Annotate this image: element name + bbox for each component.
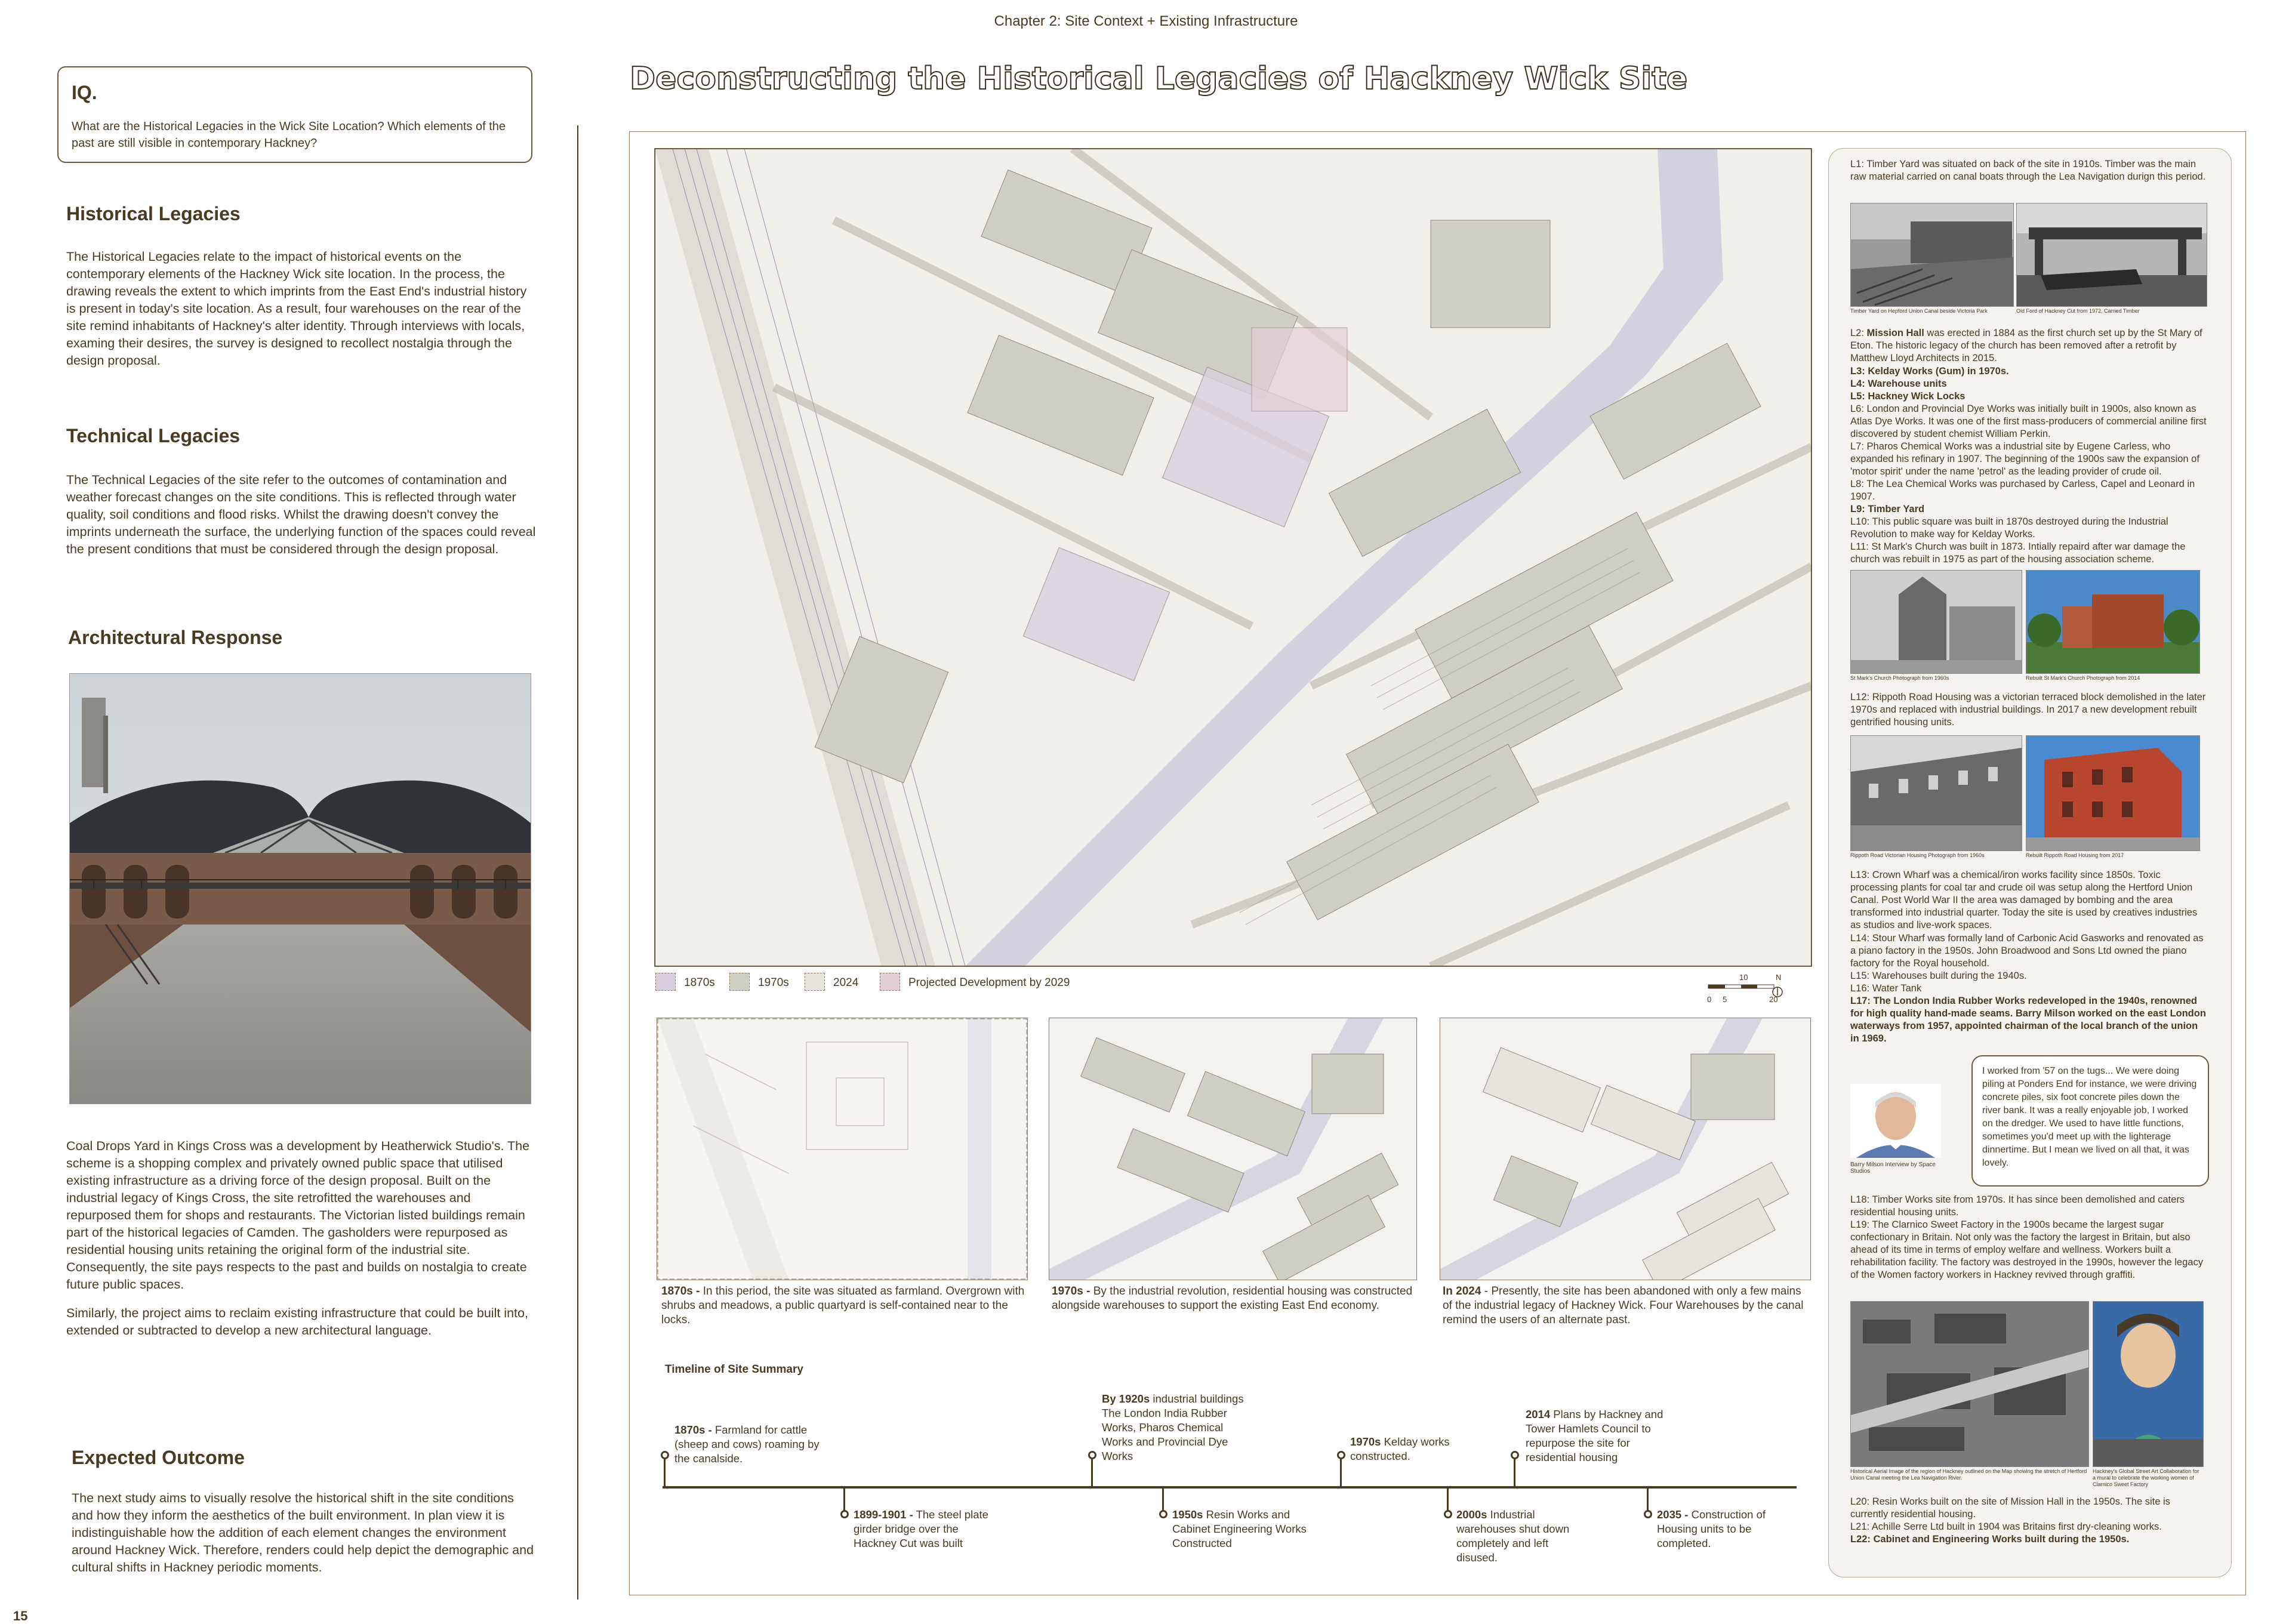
timeline-tick	[664, 1459, 666, 1486]
minimap-1970s	[1049, 1018, 1417, 1280]
iq-box	[57, 66, 532, 163]
legacy-l17: L17: The London India Rubber Works redeveloped in the 1940s, renowned for high quality hand-made seams. Barry Milson worked on the east London waterways from 1957, appointed chairman of the local branch of the union in 1969.	[1850, 996, 2206, 1044]
timeline-event-1870s	[674, 1423, 830, 1466]
timeline-event-text: Resin Works and Cabinet Engineering Works Constructed	[1172, 1508, 1307, 1549]
timeline-marker-2035	[1644, 1510, 1652, 1518]
text-architectural-2: Similarly, the project aims to reclaim existing infrastructure that could be built into, extended or subtracted to develop a new architectural language.	[66, 1306, 528, 1338]
legend-swatch-1870s	[655, 973, 676, 991]
legacy-l2-label: L2:	[1850, 328, 1864, 338]
legacy-l15: L15: Warehouses built during the 1940s.	[1850, 970, 2027, 981]
caption-barry-milson: Barry Milson Interview by Space Studios	[1850, 1161, 1936, 1175]
caption-hackney-aerial: Historical Aerial Image of the region of Hackney outlined on the Map showing the stretch of Hertford Union Canal meeting the Lea Navigation River.	[1850, 1468, 2087, 1481]
timeline-marker-1899	[840, 1510, 849, 1518]
timeline-event-1970s	[1350, 1435, 1499, 1463]
timeline-marker-1950s	[1159, 1510, 1167, 1518]
column-divider	[577, 125, 578, 1600]
caption-1870s-lead: 1870s -	[661, 1285, 700, 1298]
legend-swatch-2024	[805, 973, 825, 991]
legacy-l2-text: was erected in 1884 as the first church set up by the St Mary of Eton. The historic legacy of the church has been removed after a retrofit by Matthew Lloyd Architects in 2015.	[1850, 328, 2202, 363]
rippoth-road-1960s-photo	[1850, 735, 2022, 851]
legacy-l1: L1: Timber Yard was situated on back of the site in 1910s. Timber was the main raw material carried on canal boats through the Lea Navigation durign this period.	[1850, 159, 2206, 182]
timeline-event-2014	[1526, 1407, 1675, 1465]
timeline-event-1950s	[1172, 1508, 1316, 1551]
page-title: Deconstructing the Historical Legacies of Hackney Wick Site	[630, 61, 1688, 97]
timeline-tick	[1647, 1489, 1649, 1512]
legend-label-1970s: 1970s	[758, 976, 789, 989]
legacy-l12: L12: Rippoth Road Housing was a victorian terraced block demolished in the later 1970s and replaced with industrial buildings. In 2017 a new development rebuilt gentrified housing units.	[1850, 692, 2206, 728]
scale-tick-5: 5	[1723, 995, 1727, 1004]
quote-text: I worked from '57 on the tugs... We were doing piling at Ponders End for instance, we were driving concrete piles, six foot concrete piles down the river bank. It was a really enjoyable job, I worked on the dredger. We used to have little functions, sometimes you'd meet up with the lighterage dinnertime. But I mean we lived on all that, it was lovely.	[1982, 1066, 2197, 1168]
clarnico-mural-photo	[2093, 1301, 2204, 1467]
timeline-event-text: Industrial warehouses shut down completely and left disused.	[1456, 1508, 1570, 1564]
text-expected: The next study aims to visually resolve the historical shift in the site conditions and how they inform the aesthetics of the built environment. In plan view it is indistinguishable how the addition of each element changes the environment around Hackney Wick. Therefore, renders could help depict the demographic and cultural shifts in Hackney periodic moments.	[72, 1491, 534, 1574]
legacy-l3: L3: Kelday Works (Gum) in 1970s.	[1850, 366, 2009, 377]
timeline-event-lead: 1950s	[1172, 1508, 1203, 1521]
legacy-l21: L21: Achille Serre Ltd built in 1904 was Britains first dry-cleaning works.	[1850, 1521, 2162, 1532]
timeline-tick	[1091, 1459, 1093, 1486]
timeline-event-lead: 1899-1901 -	[854, 1508, 913, 1521]
caption-rippoth-2017: Rebuilt Rippoth Road Housing from 2017	[2026, 852, 2124, 858]
legend-swatch-projected	[880, 973, 900, 991]
legacy-l6: L6: London and Provincial Dye Works was initially built in 1900s, also known as Atlas Dye Works. It was one of the first mass-producers of commercial aniline first discovered by student chemist William Perkin.	[1850, 403, 2207, 439]
timeline-tick	[1514, 1459, 1515, 1486]
legacy-l8: L8: The Lea Chemical Works was purchased by Carless, Capel and Leonard in 1907.	[1850, 479, 2195, 502]
timeline-event-lead: 2014	[1526, 1408, 1551, 1420]
heading-technical: Technical Legacies	[66, 425, 241, 446]
caption-st-marks-2014: Rebuilt St Mark's Church Photograph from 2014	[2026, 675, 2140, 681]
timeline-event-lead: 1870s -	[674, 1423, 712, 1436]
legacy-l9: L9: Timber Yard	[1850, 504, 1925, 514]
quote-bubble	[1971, 1055, 2209, 1187]
timeline-marker-1870s	[661, 1451, 669, 1459]
caption-2024-text: - Presently, the site has been abandoned with only a few mains of the industrial legacy of Hackney Wick. Four Warehouses by the canal remind the users of an alternate past.	[1443, 1285, 1804, 1326]
timeline-marker-2000s	[1444, 1510, 1452, 1518]
caption-clarnico-mural: Hackney's Global Street Art Collaboration for a mural to celebrate the working women of Clarnico Sweet Factory	[2093, 1468, 2199, 1487]
timeline-event-1899	[854, 1508, 997, 1551]
legacy-l2-name: Mission Hall	[1866, 328, 1924, 338]
timeline-event-text: industrial buildings The London India Rubber Works, Pharos Chemical Works and Provincial Dye Works	[1102, 1392, 1244, 1462]
text-technical: The Technical Legacies of the site refer to the outcomes of contamination and weather forecast changes on the site conditions. This is reflected through water quality, soil conditions and flood risks. Whilst the drawing doesn't convey the imprints underneath the surface, the underlying function of the spaces could reveal the present conditions that must be considered through the design proposal.	[66, 473, 536, 556]
timeline-event-2035	[1657, 1508, 1800, 1551]
heading-expected: Expected Outcome	[72, 1447, 245, 1468]
caption-1970s	[1052, 1284, 1416, 1313]
legacy-l11: L11: St Mark's Church was built in 1873. Intially repaird after war damage the church was rebuilt in 1975 as part of the housing association scheme.	[1850, 541, 2186, 565]
coal-drops-yard-illustration	[70, 674, 531, 1104]
caption-old-ford: Old Ford of Hackney Cut from 1972, Carried Timber	[2016, 308, 2140, 314]
timeline-title: Timeline of Site Summary	[665, 1363, 803, 1376]
timeline-marker-1970s	[1337, 1451, 1345, 1459]
timeline-event-1920s	[1102, 1392, 1257, 1463]
legacy-l20: L20: Resin Works built on the site of Mission Hall in the 1950s. The site is currently residential housing.	[1850, 1496, 2170, 1520]
timeline-event-lead: 2000s	[1456, 1508, 1487, 1521]
timeline-tick	[1162, 1489, 1164, 1512]
caption-timber-yard: Timber Yard on Hepford Union Canal beside Victoria Park	[1850, 308, 1988, 314]
text-architectural-1: Coal Drops Yard in Kings Cross was a development by Heatherwick Studio's. The scheme is a shopping complex and privately owned public space that utilised existing infrastructure as a driving force of the design proposal. Built on the industrial legacy of Kings Cross, the site retrofitted the warehouses and repurposed them for shops and restaurants. The Victorian listed buildings remain part of the historical legacies of Camden. The gasholders were repurposed as residential housing units retaining the original form of the industrial site. Consequently, the site pays respects to the past and builds on nostalgia to create future public spaces.	[66, 1139, 530, 1292]
minimap-1870s	[657, 1018, 1028, 1280]
coal-drops-yard-photo	[69, 673, 531, 1104]
timeline-event-text: Kelday works constructed.	[1350, 1435, 1450, 1462]
timeline-tick	[843, 1489, 845, 1512]
st-marks-church-2014-photo	[2026, 570, 2200, 674]
page-number: 15	[13, 1608, 28, 1623]
iq-question: What are the Historical Legacies in the Wick Site Location? Which elements of the past are still visible in contemporary Hackney?	[72, 120, 506, 150]
minimap-2024	[1440, 1018, 1811, 1280]
legacy-l16: L16: Water Tank	[1850, 983, 1922, 994]
site-map-drawing	[655, 149, 1812, 966]
caption-2024	[1443, 1284, 1807, 1327]
scale-tick-20: 20	[1769, 995, 1778, 1004]
chapter-title: Chapter 2: Site Context + Existing Infrastructure	[994, 13, 1298, 29]
caption-1870s	[661, 1284, 1025, 1327]
st-marks-church-1960s-photo	[1850, 570, 2022, 674]
scale-tick-0: 0	[1707, 995, 1712, 1004]
timeline-event-lead: 1970s	[1350, 1435, 1381, 1448]
timeline-event-text: Plans by Hackney and Tower Hamlets Council to repurpose the site for residential housing	[1526, 1408, 1663, 1463]
timeline-tick	[1340, 1459, 1342, 1486]
legend-label-1870s: 1870s	[684, 976, 715, 989]
legend-swatch-1970s	[729, 973, 750, 991]
timeline-event-2000s	[1456, 1508, 1588, 1565]
legacy-l4: L4: Warehouse units	[1850, 378, 1947, 389]
legacy-l14: L14: Stour Wharf was formally land of Carbonic Acid Gasworks and renovated as a piano factory in the 1950s. John Broadwood and Sons Ltd owned the piano factory for the Royal household.	[1850, 933, 2204, 969]
timeline-event-text: Construction of Housing units to be completed.	[1657, 1508, 1766, 1549]
iq-title: IQ.	[72, 82, 97, 103]
timber-yard-photo	[1850, 203, 2014, 307]
legend-label-2024: 2024	[833, 976, 859, 989]
scale-tick-10: 10	[1739, 973, 1748, 982]
rippoth-road-2017-photo	[2026, 735, 2200, 851]
heading-architectural: Architectural Response	[68, 627, 283, 648]
caption-rippoth-1960s: Rippoth Road Victorian Housing Photograph from 1960s	[1850, 852, 1985, 858]
caption-1870s-text: In this period, the site was situated as farmland. Overgrown with shrubs and meadows, a public quartyard is self-contained near to the locks.	[661, 1285, 1025, 1326]
legacy-l10: L10: This public square was built in 1870s destroyed during the Industrial Revolution to make way for Kelday Works.	[1850, 516, 2168, 540]
timeline-axis	[663, 1486, 1797, 1489]
legacy-l7: L7: Pharos Chemical Works was a industrial site by Eugene Carless, who expanded his refinary in 1907. The beginning of the 1900s saw the expansion of 'motor spirit' under the name 'petrol' as the leading provider of crude oil.	[1850, 441, 2199, 477]
legacy-l18: L18: Timber Works site from 1970s. It has since been demolished and caters residential housing units.	[1850, 1194, 2185, 1218]
legacy-l2	[1850, 327, 2208, 365]
legend-label-projected: Projected Development by 2029	[908, 976, 1070, 989]
legacy-l22: L22: Cabinet and Engineering Works built during the 1950s.	[1850, 1534, 2130, 1545]
site-map	[654, 148, 1812, 967]
north-label: N	[1776, 973, 1782, 982]
old-ford-photo	[2016, 203, 2207, 307]
timeline-event-text: Farmland for cattle (sheep and cows) roaming by the canalside.	[674, 1423, 820, 1465]
heading-historical: Historical Legacies	[66, 203, 241, 224]
timeline-marker-2014	[1511, 1451, 1519, 1459]
text-historical: The Historical Legacies relate to the impact of historical events on the contemporary elements of the Hackney Wick site location. In the process, the drawing reveals the extent to which imprints from the East End's industrial history is present in today's site location. As a result, four warehouses on the rear of the site remind inhabitants of Hackney's alter identity. Through interviews with locals, examing their desires, the survey is designed to recollect nostalgia through the design proposal.	[66, 249, 527, 368]
timeline-event-text: The steel plate girder bridge over the Hackney Cut was built	[854, 1508, 988, 1549]
barry-milson-portrait	[1850, 1084, 1941, 1158]
caption-st-marks-1960s: St Mark's Church Photograph from 1960s	[1850, 675, 1949, 681]
timeline-event-lead: 2035 -	[1657, 1508, 1689, 1521]
timeline-event-lead: By 1920s	[1102, 1392, 1150, 1405]
caption-1970s-lead: 1970s -	[1052, 1285, 1090, 1298]
legacy-l19: L19: The Clarnico Sweet Factory in the 1900s became the largest sugar confectionary in Britain. Not only was the factory the largest in Britain, but also ahead of its time in terms of employ welfare and wellness. Workers built a rehabilitation facility. The factory was destroyed in the 1990s, however the legacy of the Women factory workers in Hackney revived through graffiti.	[1850, 1219, 2203, 1280]
caption-1970s-text: By the industrial revolution, residential housing was constructed alongside warehouses to support the existing East End economy.	[1052, 1285, 1413, 1312]
timeline-tick	[1447, 1489, 1449, 1512]
legacy-l13: L13: Crown Wharf was a chemical/iron works facility since 1850s. Toxic processing plants for coal tar and crude oil was setup along the Hertford Union Canal. Post World War II the area was damaged by bombing and the area transformed into industrial quarter. Today the site is used by creatives industries as studios and live-work spaces.	[1850, 870, 2198, 930]
legacy-l5: L5: Hackney Wick Locks	[1850, 391, 1966, 402]
hackney-aerial-photo	[1850, 1301, 2089, 1467]
timeline-marker-1920s	[1088, 1451, 1096, 1459]
caption-2024-lead: In 2024	[1443, 1285, 1481, 1298]
